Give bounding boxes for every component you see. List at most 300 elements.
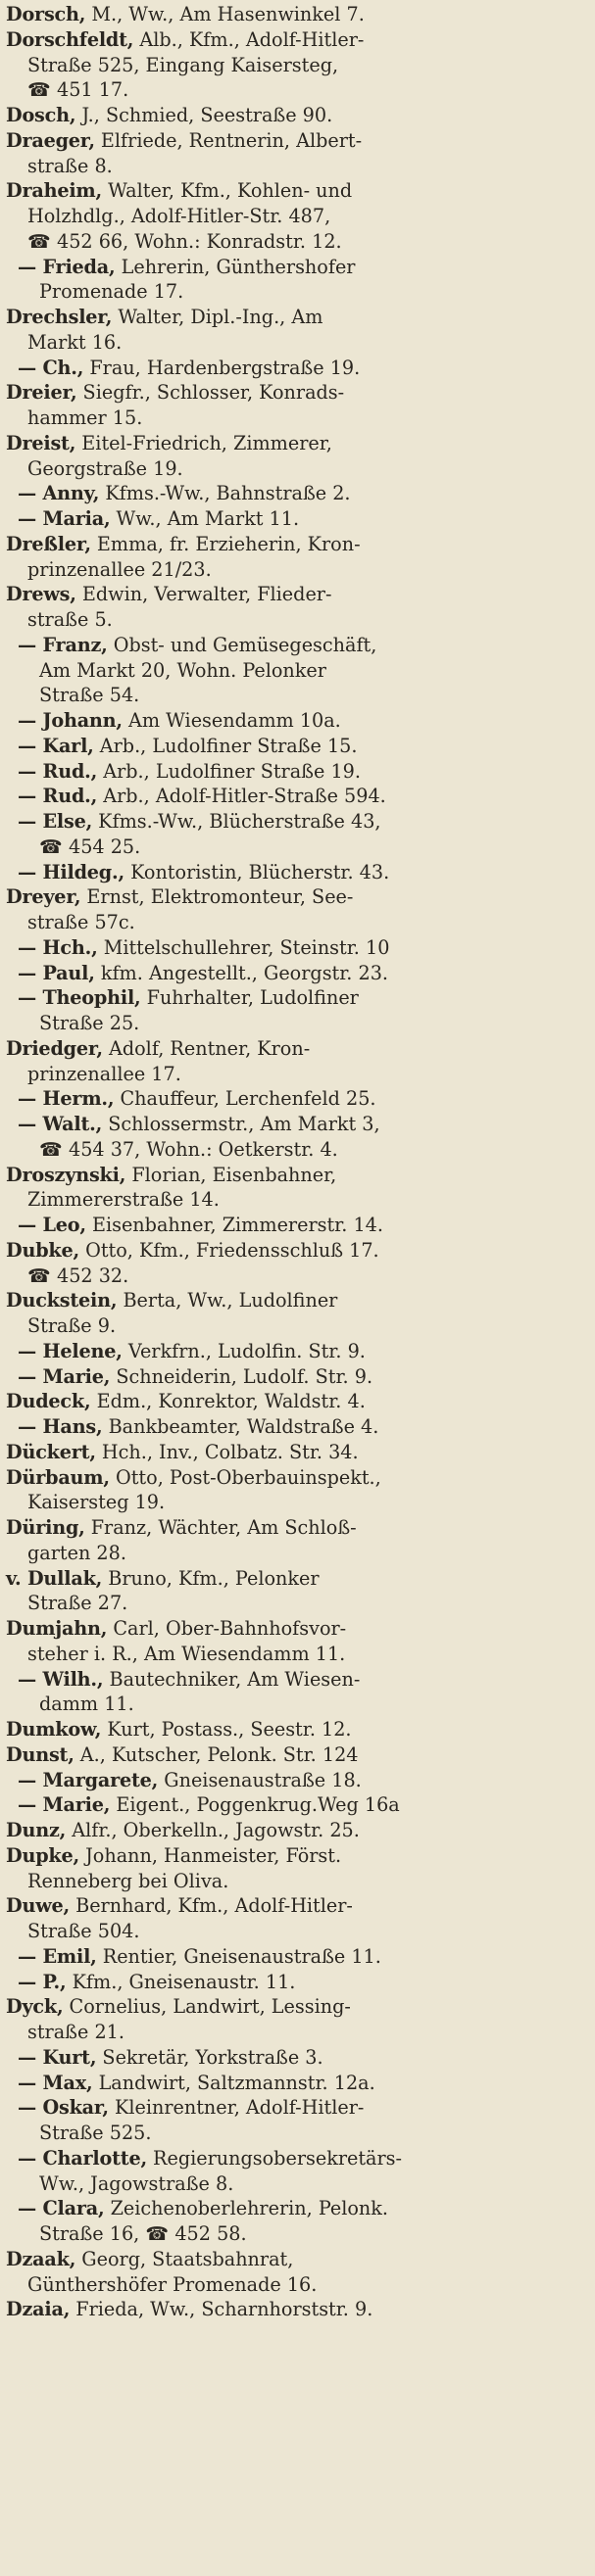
entry-name: — Marie, [18, 1793, 111, 1817]
entry-line [6, 2020, 587, 2045]
entry-name: — Oskar, [18, 2096, 109, 2120]
entry-text: Straße 54. [39, 684, 140, 707]
sub-entry [6, 1970, 587, 1995]
entry-text: Otto, Kfm., Friedensschluß 17. [79, 1238, 379, 1262]
sub-entry [6, 633, 587, 708]
entry-line [18, 734, 587, 759]
entry-name: — Walt., [18, 1113, 103, 1135]
entry-line [6, 1642, 587, 1667]
entry-line [6, 380, 587, 405]
entry-text: Straße 504. [27, 1920, 140, 1942]
entry-name: Draeger, [6, 128, 95, 152]
entry-line [18, 784, 587, 809]
entry-text: Johann, Hanmeister, Först. [79, 1843, 342, 1867]
sub-entry [6, 2071, 587, 2096]
entry-line [6, 330, 587, 356]
entry-name: Dorsch, [6, 3, 86, 25]
entry-text: Bankbeamter, Waldstraße 4. [102, 1415, 379, 1438]
directory-entry [6, 1994, 587, 2045]
entry-text: Otto, Post-Oberbauinspekt., [109, 1465, 381, 1489]
entry-line [18, 1112, 587, 1137]
entry-text: hammer 15. [27, 406, 143, 429]
entry-name: Driedger, [6, 1036, 103, 1060]
entry-text: Alb., Kfm., Adolf-Hitler- [133, 27, 365, 51]
entry-text: Verkfrn., Ludolfin. Str. 9. [122, 1339, 366, 1362]
entry-name: Duwe, [6, 1894, 70, 1918]
entry-text: Kfms.-Ww., Bahnstraße 2. [99, 482, 351, 505]
entry-name: — P., [18, 1970, 67, 1993]
directory-entry [6, 1288, 587, 1339]
entry-line [18, 961, 587, 986]
sub-entry [6, 481, 587, 506]
sub-entry [6, 734, 587, 759]
directory-entry [6, 532, 587, 583]
entry-line [6, 154, 587, 179]
sub-entry [6, 1414, 587, 1440]
entry-line [6, 557, 587, 583]
entry-line [6, 53, 587, 78]
directory-entry [6, 1616, 587, 1667]
entry-line [18, 835, 587, 860]
entry-line [6, 1187, 587, 1213]
entry-line [18, 683, 587, 708]
directory-entry [6, 305, 587, 356]
entry-line [18, 2171, 587, 2197]
entry-text: Mittelschullehrer, Steinstr. 10 [97, 935, 390, 959]
entry-text: Edwin, Verwalter, Flieder- [75, 583, 332, 606]
sub-entry [6, 1944, 587, 1970]
entry-line [6, 1566, 587, 1592]
directory-entry [6, 1389, 587, 1414]
entry-line [6, 1389, 587, 1414]
entry-name: Duckstein, [6, 1289, 118, 1312]
entry-name: Dosch, [6, 104, 76, 126]
entry-line [18, 708, 587, 734]
entry-name: — Margarete, [18, 1768, 159, 1791]
entry-name: Dürbaum, [6, 1465, 110, 1489]
entry-text: Carl, Ober-Bahnhofsvor- [107, 1617, 347, 1640]
entry-line [6, 1843, 587, 1869]
entry-name: Dückert, [6, 1440, 96, 1463]
entry-text: Arb., Ludolfiner Straße 15. [93, 734, 358, 757]
entry-text: Straße 9. [27, 1314, 117, 1337]
entry-name: Dreist, [6, 431, 76, 454]
entry-line [6, 2297, 587, 2322]
entry-line [6, 532, 587, 557]
directory-entry [6, 582, 587, 633]
entry-text: Hch., Inv., Colbatz. Str. 34. [95, 1440, 359, 1463]
entry-name: — Anny, [18, 482, 100, 505]
sub-entry [6, 1792, 587, 1818]
entry-text: Chauffeur, Lerchenfeld 25. [114, 1087, 376, 1111]
entry-text: Renneberg bei Oliva. [27, 1869, 229, 1892]
sub-entry [6, 1112, 587, 1163]
entry-name: Dudeck, [6, 1390, 91, 1413]
entry-name: v. Dullak, [6, 1566, 103, 1590]
entry-line [6, 1264, 587, 1289]
directory-entry [6, 2247, 587, 2298]
sub-entry [6, 708, 587, 734]
entry-line [6, 128, 587, 154]
entry-text: Arb., Adolf-Hitler-Straße 594. [97, 785, 386, 808]
entry-text: Frieda, Ww., Scharnhorststr. 9. [70, 2298, 373, 2321]
entry-line [18, 1339, 587, 1364]
entry-text: Bautechniker, Am Wiesen- [103, 1667, 361, 1691]
entry-text: Arb., Ludolfiner Straße 19. [97, 759, 361, 783]
entry-text: Florian, Eisenbahner, [125, 1163, 337, 1186]
directory-entry [6, 2297, 587, 2322]
entry-text: Ww., Am Markt 11. [110, 507, 300, 530]
entry-text: ☎ 452 32. [27, 1264, 129, 1287]
entry-line [18, 2095, 587, 2121]
entry-text: Rentier, Gneisenaustraße 11. [96, 1944, 381, 1968]
entry-name: — Maria, [18, 507, 111, 530]
entry-name: — Rud., [18, 785, 98, 808]
sub-entry [6, 1086, 587, 1112]
directory-entry [6, 2, 587, 27]
entry-text: Zeichenoberlehrerin, Pelonk. [104, 2197, 389, 2220]
entry-name: — Hildeg., [18, 860, 124, 883]
sub-entry [6, 356, 587, 381]
entry-text: Alfr., Oberkelln., Jagowstr. 25. [66, 1819, 360, 1841]
entry-name: — Theophil, [18, 986, 141, 1010]
entry-text: damm 11. [39, 1693, 134, 1716]
sub-entry [6, 1213, 587, 1238]
entry-text: Emma, fr. Erzieherin, Kron- [90, 532, 361, 555]
entry-text: steher i. R., Am Wiesendamm 11. [27, 1642, 346, 1665]
directory-entry [6, 1818, 587, 1843]
entry-line [18, 633, 587, 658]
entry-text: ☎ 451 17. [27, 78, 129, 102]
entry-name: Droszynski, [6, 1163, 126, 1186]
entry-name: Dreßler, [6, 532, 91, 555]
entry-line [18, 2196, 587, 2221]
entry-name: Dorschfeldt, [6, 27, 134, 51]
entry-name: — Leo, [18, 1214, 86, 1236]
entry-text: garten 28. [27, 1541, 126, 1564]
directory-entry [6, 1163, 587, 1214]
entry-text: Adolf, Rentner, Kron- [102, 1036, 311, 1060]
entry-text: A., Kutscher, Pelonk. Str. 124 [74, 1742, 359, 1766]
entry-text: Am Markt 20, Wohn. Pelonker [39, 658, 326, 682]
entry-line [6, 305, 587, 330]
sub-entry [6, 1667, 587, 1718]
entry-text: ☎ 454 25. [39, 835, 141, 858]
entry-line [18, 1667, 587, 1693]
entry-text: Kurt, Postass., Seestr. 12. [101, 1718, 352, 1741]
entry-line [6, 910, 587, 935]
entry-line [6, 229, 587, 255]
entry-line [6, 1036, 587, 1062]
directory-entry [6, 431, 587, 482]
entry-text: Georg, Staatsbahnrat, [75, 2247, 294, 2270]
entry-line [6, 2, 587, 27]
entry-name: — Ch., [18, 356, 84, 379]
entry-line [18, 2146, 587, 2171]
entry-text: Straße 27. [27, 1592, 128, 1615]
directory-entry [6, 1440, 587, 1465]
entry-text: Kleinrentner, Adolf-Hitler- [108, 2096, 365, 2120]
entry-line [18, 2121, 587, 2146]
sub-entry [6, 506, 587, 532]
sub-entry [6, 860, 587, 885]
directory-entry [6, 1238, 587, 1289]
entry-line [6, 178, 587, 204]
entry-line [18, 2045, 587, 2071]
entry-text: kfm. Angestellt., Georgstr. 23. [94, 961, 389, 984]
entry-name: — Herm., [18, 1087, 115, 1111]
entry-text: Kfms.-Ww., Blücherstraße 43, [92, 810, 381, 833]
entry-text: Walter, Kfm., Kohlen- und [102, 179, 353, 203]
entry-text: Walter, Dipl.-Ing., Am [112, 306, 323, 328]
entry-line [6, 1541, 587, 1566]
sub-entry [6, 809, 587, 860]
entry-text: Elfriede, Rentnerin, Albert- [94, 128, 363, 152]
entry-text: Cornelius, Landwirt, Lessing- [63, 1995, 351, 2019]
entry-line [6, 1515, 587, 1541]
entry-line [6, 1869, 587, 1894]
entry-text: Georgstraße 19. [27, 456, 183, 480]
entry-line [6, 1288, 587, 1313]
directory-entry [6, 27, 587, 103]
entry-line [18, 2071, 587, 2096]
sub-entry [6, 1339, 587, 1364]
entry-name: Dubke, [6, 1238, 79, 1262]
entry-line [18, 1414, 587, 1440]
entry-line [6, 884, 587, 910]
directory-entry [6, 1717, 587, 1742]
entry-line [18, 506, 587, 532]
entry-text: J., Schmied, Seestraße 90. [75, 104, 333, 126]
entry-line [6, 1163, 587, 1188]
entry-line [18, 658, 587, 684]
entry-text: straße 21. [27, 2021, 124, 2043]
entry-text: Ernst, Elektromonteur, See- [80, 885, 354, 909]
entry-line [18, 860, 587, 885]
sub-entry [6, 2095, 587, 2146]
entry-text: Siegfr., Schlosser, Konrads- [76, 381, 345, 405]
entry-line [6, 1313, 587, 1339]
directory-entry [6, 178, 587, 254]
entry-name: — Wilh., [18, 1667, 104, 1691]
entry-line [18, 1944, 587, 1970]
entry-name: Dupke, [6, 1843, 79, 1867]
sub-entry [6, 961, 587, 986]
entry-text: prinzenallee 21/23. [27, 557, 212, 581]
entry-line [18, 985, 587, 1011]
entry-line [6, 103, 587, 128]
entry-text: Berta, Ww., Ludolfiner [117, 1289, 338, 1312]
entry-name: — Rud., [18, 759, 98, 783]
sub-entry [6, 759, 587, 785]
entry-name: — Hans, [18, 1415, 103, 1438]
entry-name: — Paul, [18, 961, 95, 984]
entry-line [6, 1818, 587, 1843]
entry-name: Draheim, [6, 179, 103, 203]
entry-name: Drechsler, [6, 306, 113, 328]
sub-entry [6, 2196, 587, 2247]
entry-text: M., Ww., Am Hasenwinkel 7. [85, 3, 365, 25]
entry-line [6, 27, 587, 53]
entry-line [6, 1893, 587, 1919]
entry-line [18, 1792, 587, 1818]
entry-name: Dreier, [6, 381, 77, 405]
entry-text: Fuhrhalter, Ludolfiner [140, 986, 359, 1010]
entry-text: Landwirt, Saltzmannstr. 12a. [92, 2071, 375, 2094]
entry-text: Bernhard, Kfm., Adolf-Hitler- [70, 1894, 353, 1918]
sub-entry [6, 2146, 587, 2197]
entry-line [6, 1717, 587, 1742]
entry-text: Straße 16, ☎ 452 58. [39, 2222, 247, 2245]
entry-name: Drews, [6, 583, 76, 606]
entry-text: prinzenallee 17. [27, 1062, 181, 1085]
entry-text: Obst- und Gemüsegeschäft, [107, 633, 377, 656]
directory-entry [6, 1515, 587, 1566]
entry-text: Gneisenaustraße 18. [158, 1768, 362, 1791]
entry-line [6, 77, 587, 103]
entry-line [6, 431, 587, 456]
entry-name: Dzaak, [6, 2247, 76, 2270]
entry-line [6, 1440, 587, 1465]
directory-entry [6, 103, 587, 128]
entry-name: Dzaia, [6, 2298, 71, 2321]
entry-text: Edm., Konrektor, Waldstr. 4. [90, 1390, 366, 1413]
directory-entry [6, 1843, 587, 1894]
entry-text: Franz, Wächter, Am Schloß- [84, 1516, 357, 1539]
entry-text: Am Wiesendamm 10a. [122, 709, 341, 732]
entry-line [18, 2221, 587, 2247]
entry-text: Günthershöfer Promenade 16. [27, 2272, 318, 2296]
entry-text: Straße 525. [39, 2122, 152, 2144]
entry-line [18, 1213, 587, 1238]
entry-text: Eigent., Poggenkrug.Weg 16a [110, 1793, 400, 1817]
entry-line [6, 1919, 587, 1944]
entry-text: Markt 16. [27, 330, 123, 354]
entry-line [18, 759, 587, 785]
entry-name: Dumjahn, [6, 1617, 108, 1640]
entry-text: Promenade 17. [39, 280, 184, 304]
entry-line [18, 1086, 587, 1112]
entry-line [18, 356, 587, 381]
entry-text: Bruno, Kfm., Pelonker [102, 1566, 320, 1590]
directory-entry [6, 884, 587, 935]
entry-name: Dumkow, [6, 1718, 102, 1741]
entry-name: — Karl, [18, 734, 94, 757]
entry-text: Ww., Jagowstraße 8. [39, 2171, 234, 2195]
entry-line [18, 809, 587, 835]
entry-line [6, 2247, 587, 2272]
sub-entry [6, 935, 587, 961]
entry-line [18, 935, 587, 961]
entry-line [6, 204, 587, 229]
entry-text: Kfm., Gneisenaustr. 11. [66, 1970, 296, 1993]
sub-entry [6, 2045, 587, 2071]
directory-entry [6, 1566, 587, 1617]
entry-name: — Else, [18, 810, 93, 833]
entry-name: Düring, [6, 1516, 85, 1539]
sub-entry [6, 255, 587, 306]
sub-entry [6, 1364, 587, 1390]
directory-entry [6, 1893, 587, 1944]
entry-text: Kaisersteg 19. [27, 1491, 166, 1514]
entry-name: — Emil, [18, 1944, 97, 1968]
entry-line [6, 1238, 587, 1264]
entry-name: — Kurt, [18, 2045, 97, 2069]
entry-line [18, 1768, 587, 1793]
entry-line [6, 1591, 587, 1616]
entry-text: Eisenbahner, Zimmererstr. 14. [85, 1214, 383, 1236]
directory-entry [6, 1465, 587, 1516]
entry-line [6, 1465, 587, 1491]
sub-entry [6, 985, 587, 1036]
entry-name: — Frieda, [18, 255, 116, 278]
entry-text: Straße 525, Eingang Kaisersteg, [27, 53, 339, 76]
sub-entry [6, 1768, 587, 1793]
entry-text: Kontoristin, Blücherstr. 43. [124, 860, 390, 883]
directory-entry [6, 1036, 587, 1087]
entry-name: — Helene, [18, 1339, 123, 1362]
entry-line [6, 1616, 587, 1642]
entry-text: Holzhdlg., Adolf-Hitler-Str. 487, [27, 205, 331, 227]
entry-text: Schlossermstr., Am Markt 3, [102, 1113, 380, 1135]
entry-name: — Hch., [18, 935, 98, 959]
entry-line [18, 255, 587, 280]
entry-line [18, 1692, 587, 1717]
entry-text: Sekretär, Yorkstraße 3. [96, 2045, 323, 2069]
entry-name: Dunz, [6, 1819, 67, 1841]
directory-entry [6, 128, 587, 179]
directory-entry [6, 380, 587, 431]
entry-text: straße 5. [27, 608, 113, 631]
entry-line [6, 582, 587, 607]
entry-name: — Johann, [18, 709, 123, 732]
entry-name: — Franz, [18, 633, 108, 656]
entry-line [6, 1062, 587, 1087]
entry-name: Dreyer, [6, 885, 81, 909]
entry-line [18, 1364, 587, 1390]
entry-text: Eitel-Friedrich, Zimmerer, [75, 431, 332, 454]
entry-name: Dunst, [6, 1742, 74, 1766]
entry-text: Schneiderin, Ludolf. Str. 9. [110, 1364, 373, 1388]
entry-name: — Clara, [18, 2197, 105, 2220]
entry-name: — Max, [18, 2071, 93, 2094]
entry-text: Straße 25. [39, 1012, 140, 1034]
entry-line [6, 2272, 587, 2298]
entry-text: Frau, Hardenbergstraße 19. [83, 356, 361, 379]
entry-line [6, 456, 587, 482]
entry-text: straße 57c. [27, 911, 135, 933]
entry-line [6, 405, 587, 431]
entry-text: ☎ 454 37, Wohn.: Oetkerstr. 4. [39, 1137, 338, 1161]
directory-entry [6, 1742, 587, 1768]
entry-text: Zimmererstraße 14. [27, 1188, 220, 1212]
entry-line [18, 1011, 587, 1036]
entry-text: ☎ 452 66, Wohn.: Konradstr. 12. [27, 229, 342, 253]
entry-name: — Marie, [18, 1364, 111, 1388]
entry-text: Regierungsobersekretärs- [146, 2146, 402, 2170]
entry-text: straße 8. [27, 154, 113, 177]
entry-line [18, 1970, 587, 1995]
entry-line [6, 607, 587, 633]
entry-line [6, 1490, 587, 1515]
sub-entry [6, 784, 587, 809]
entry-line [18, 481, 587, 506]
entry-line [18, 279, 587, 305]
entry-name: Dyck, [6, 1995, 64, 2019]
entry-line [18, 1137, 587, 1163]
entry-text: Lehrerin, Günthershofer [115, 255, 356, 278]
entry-line [6, 1994, 587, 2020]
